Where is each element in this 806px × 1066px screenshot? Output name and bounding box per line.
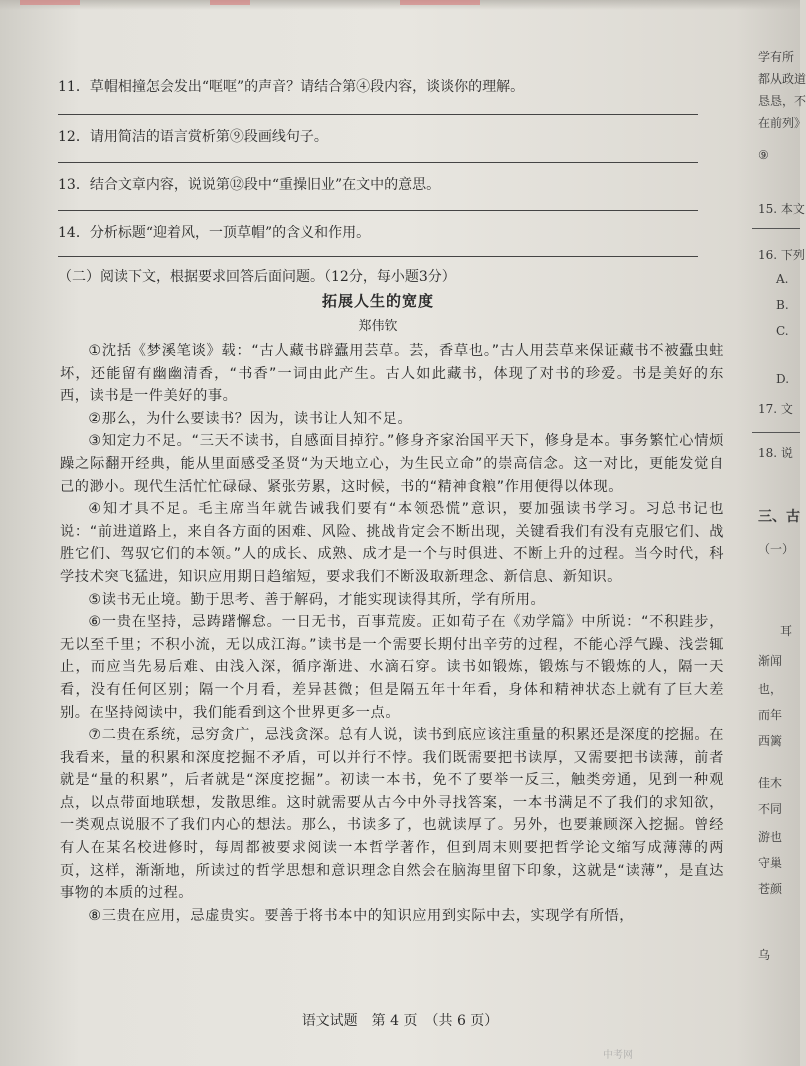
- margin-text: C.: [776, 324, 789, 338]
- margin-text: 守巢: [758, 856, 783, 870]
- question-13: 13．结合文章内容，说说第⑫段中“重操旧业”在文中的意思。: [58, 177, 441, 193]
- margin-text: （一）: [758, 542, 795, 556]
- section-heading: （二）阅读下文，根据要求回答后面问题。（12分，每小题3分）: [58, 269, 456, 285]
- site-watermark: 中考网: [603, 1050, 633, 1061]
- margin-text: B.: [776, 298, 789, 312]
- answer-line: [752, 432, 800, 433]
- margin-text: 不同: [758, 802, 783, 816]
- next-page-margin: [752, 40, 806, 1040]
- paragraph-1: ①沈括《梦溪笔谈》载：“古人藏书辟蠹用芸草。芸，香草也。”古人用芸草来保证藏书不被蠹虫蛀坏，还能留有幽幽清香，“书香”一词由此产生。古人如此藏书，体现了对书的珍爱。书是美好的东西，读书是一件美好的事。: [60, 343, 724, 405]
- paragraph-3: ③知定力不足。“三天不读书，自感面目掉狞。”修身齐家治国平天下，修身是本。事务繁忙心情烦躁之际翻开经典，能从里面感受圣贤“为天地立心，为生民立命”的崇高信念。这一对比，更能发觉自己的渺小。现代生活忙忙碌碌、紧张劳累，这时候，书的“精神食粮”作用便得以体现。: [60, 433, 724, 495]
- paragraph-5: ⑤读书无止境。勤于思考、善于解码，才能实现读得其所，学有所用。: [88, 591, 546, 608]
- margin-text: 17. 文: [758, 402, 793, 416]
- paragraph-4: ④知才具不足。毛主席当年就告诫我们要有“本领恐慌”意识，要加强读书学习。习总书记也说：“前进道路上，来自各方面的困难、风险、挑战肯定会不断出现，关键看我们有没有克服它们、战胜它们、驾驭它们的本领。”人的成长、成熟、成才是一个与时俱进、不断上升的过程。当今时代，科学技术突飞猛进，知识应用期日趋缩短，要求我们不断汲取新理念、新信息、新知识。: [60, 501, 724, 585]
- margin-text: 恳恳，不: [758, 94, 806, 108]
- paragraph-7: ⑦二贵在系统，忌穷贪广，忌浅贪深。总有人说，读书到底应该注重量的积累还是深度的挖掘。在我看来，量的积累和深度挖掘不矛盾，可以并行不悖。我们既需要把书读厚，又需要把书读薄，前者就是“量的积累”，后者就是“深度挖掘”。初读一本书，免不了要举一反三，触类旁通，见到一种观点，以点带面地联想，发散思维。这时就需要从古今中外寻找答案，一本书满足不了我们的求知欲，一类观点说服不了我们内心的想法。那么，书读多了，也就读厚了。另外，也要兼顾深入挖掘。曾经有人在某名校进修时，每周都被要求阅读一本哲学著作，但到周末则要把哲学论文缩写成薄薄的两页，这样，渐渐地，所读过的哲学思想和意识理念自然会在脑海里留下印象，这就是“读薄”，是直达事物的本质的过程。: [60, 727, 724, 902]
- paragraph-2: ②那么，为什么要读书？因为，读书让人知不足。: [88, 410, 413, 427]
- article-author: 郑伟钦: [358, 319, 398, 334]
- margin-text: 渐闻: [758, 654, 783, 668]
- page-footer: 语文试题 第 4 页 （共 6 页）: [301, 1013, 499, 1029]
- margin-text: 16. 下列: [758, 248, 805, 262]
- margin-text: 在前列》: [758, 116, 806, 130]
- margin-text: 苍颜: [758, 882, 783, 896]
- margin-text: 而年: [758, 708, 783, 722]
- answer-line: [58, 256, 698, 257]
- margin-text: 18. 说: [758, 446, 793, 460]
- article-body: [60, 340, 724, 927]
- margin-text: 三、古: [758, 509, 800, 525]
- question-12: 12．请用简洁的语言赏析第⑨段画线句子。: [58, 129, 328, 145]
- margin-text: 乌: [758, 948, 771, 962]
- margin-text: 佳木: [758, 776, 783, 790]
- margin-text: D.: [776, 372, 790, 386]
- answer-line: [58, 162, 698, 163]
- header-stamp-fragment: [0, 0, 800, 6]
- margin-text: 西篱: [758, 734, 783, 748]
- margin-text: 15. 本文: [758, 202, 805, 216]
- question-11: 11．草帽相撞怎会发出“哐哐”的声音？请结合第④段内容，谈谈你的理解。: [58, 79, 525, 95]
- answer-line: [58, 210, 698, 211]
- margin-text: 游也: [758, 830, 783, 844]
- margin-text: ⑨: [758, 148, 769, 162]
- question-14: 14．分析标题“迎着风，一顶草帽”的含义和作用。: [58, 225, 371, 241]
- margin-text: 学有所: [758, 50, 795, 64]
- margin-text: 也，: [758, 682, 783, 696]
- paragraph-6: ⑥一贵在坚持，忌踌躇懈怠。一日无书，百事荒废。正如荀子在《劝学篇》中所说：“不积跬步，无以至千里；不积小流，无以成江海。”读书是一个需要长期付出辛劳的过程，不能心浮气躁、浅尝辄止，而应当先易后难、由浅入深，循序渐进、水滴石穿。读书如锻炼，锻炼与不锻炼的人，隔一天看，没有任何区别；隔一个月看，差异甚微；但是隔五年十年看，身体和精神状态上就有了巨大差别。在坚持阅读中，我们能看到这个世界更多一点。: [60, 614, 724, 721]
- margin-text: 都从政道: [758, 72, 806, 86]
- paragraph-8: ⑧三贵在应用，忌虚贵实。要善于将书本中的知识应用到实际中去，实现学有所悟，: [88, 907, 635, 924]
- margin-text: A.: [776, 272, 789, 286]
- margin-text: 耳: [780, 624, 793, 638]
- answer-line: [58, 114, 698, 115]
- article-title: 拓展人生的宽度: [321, 292, 434, 310]
- answer-line: [752, 228, 800, 229]
